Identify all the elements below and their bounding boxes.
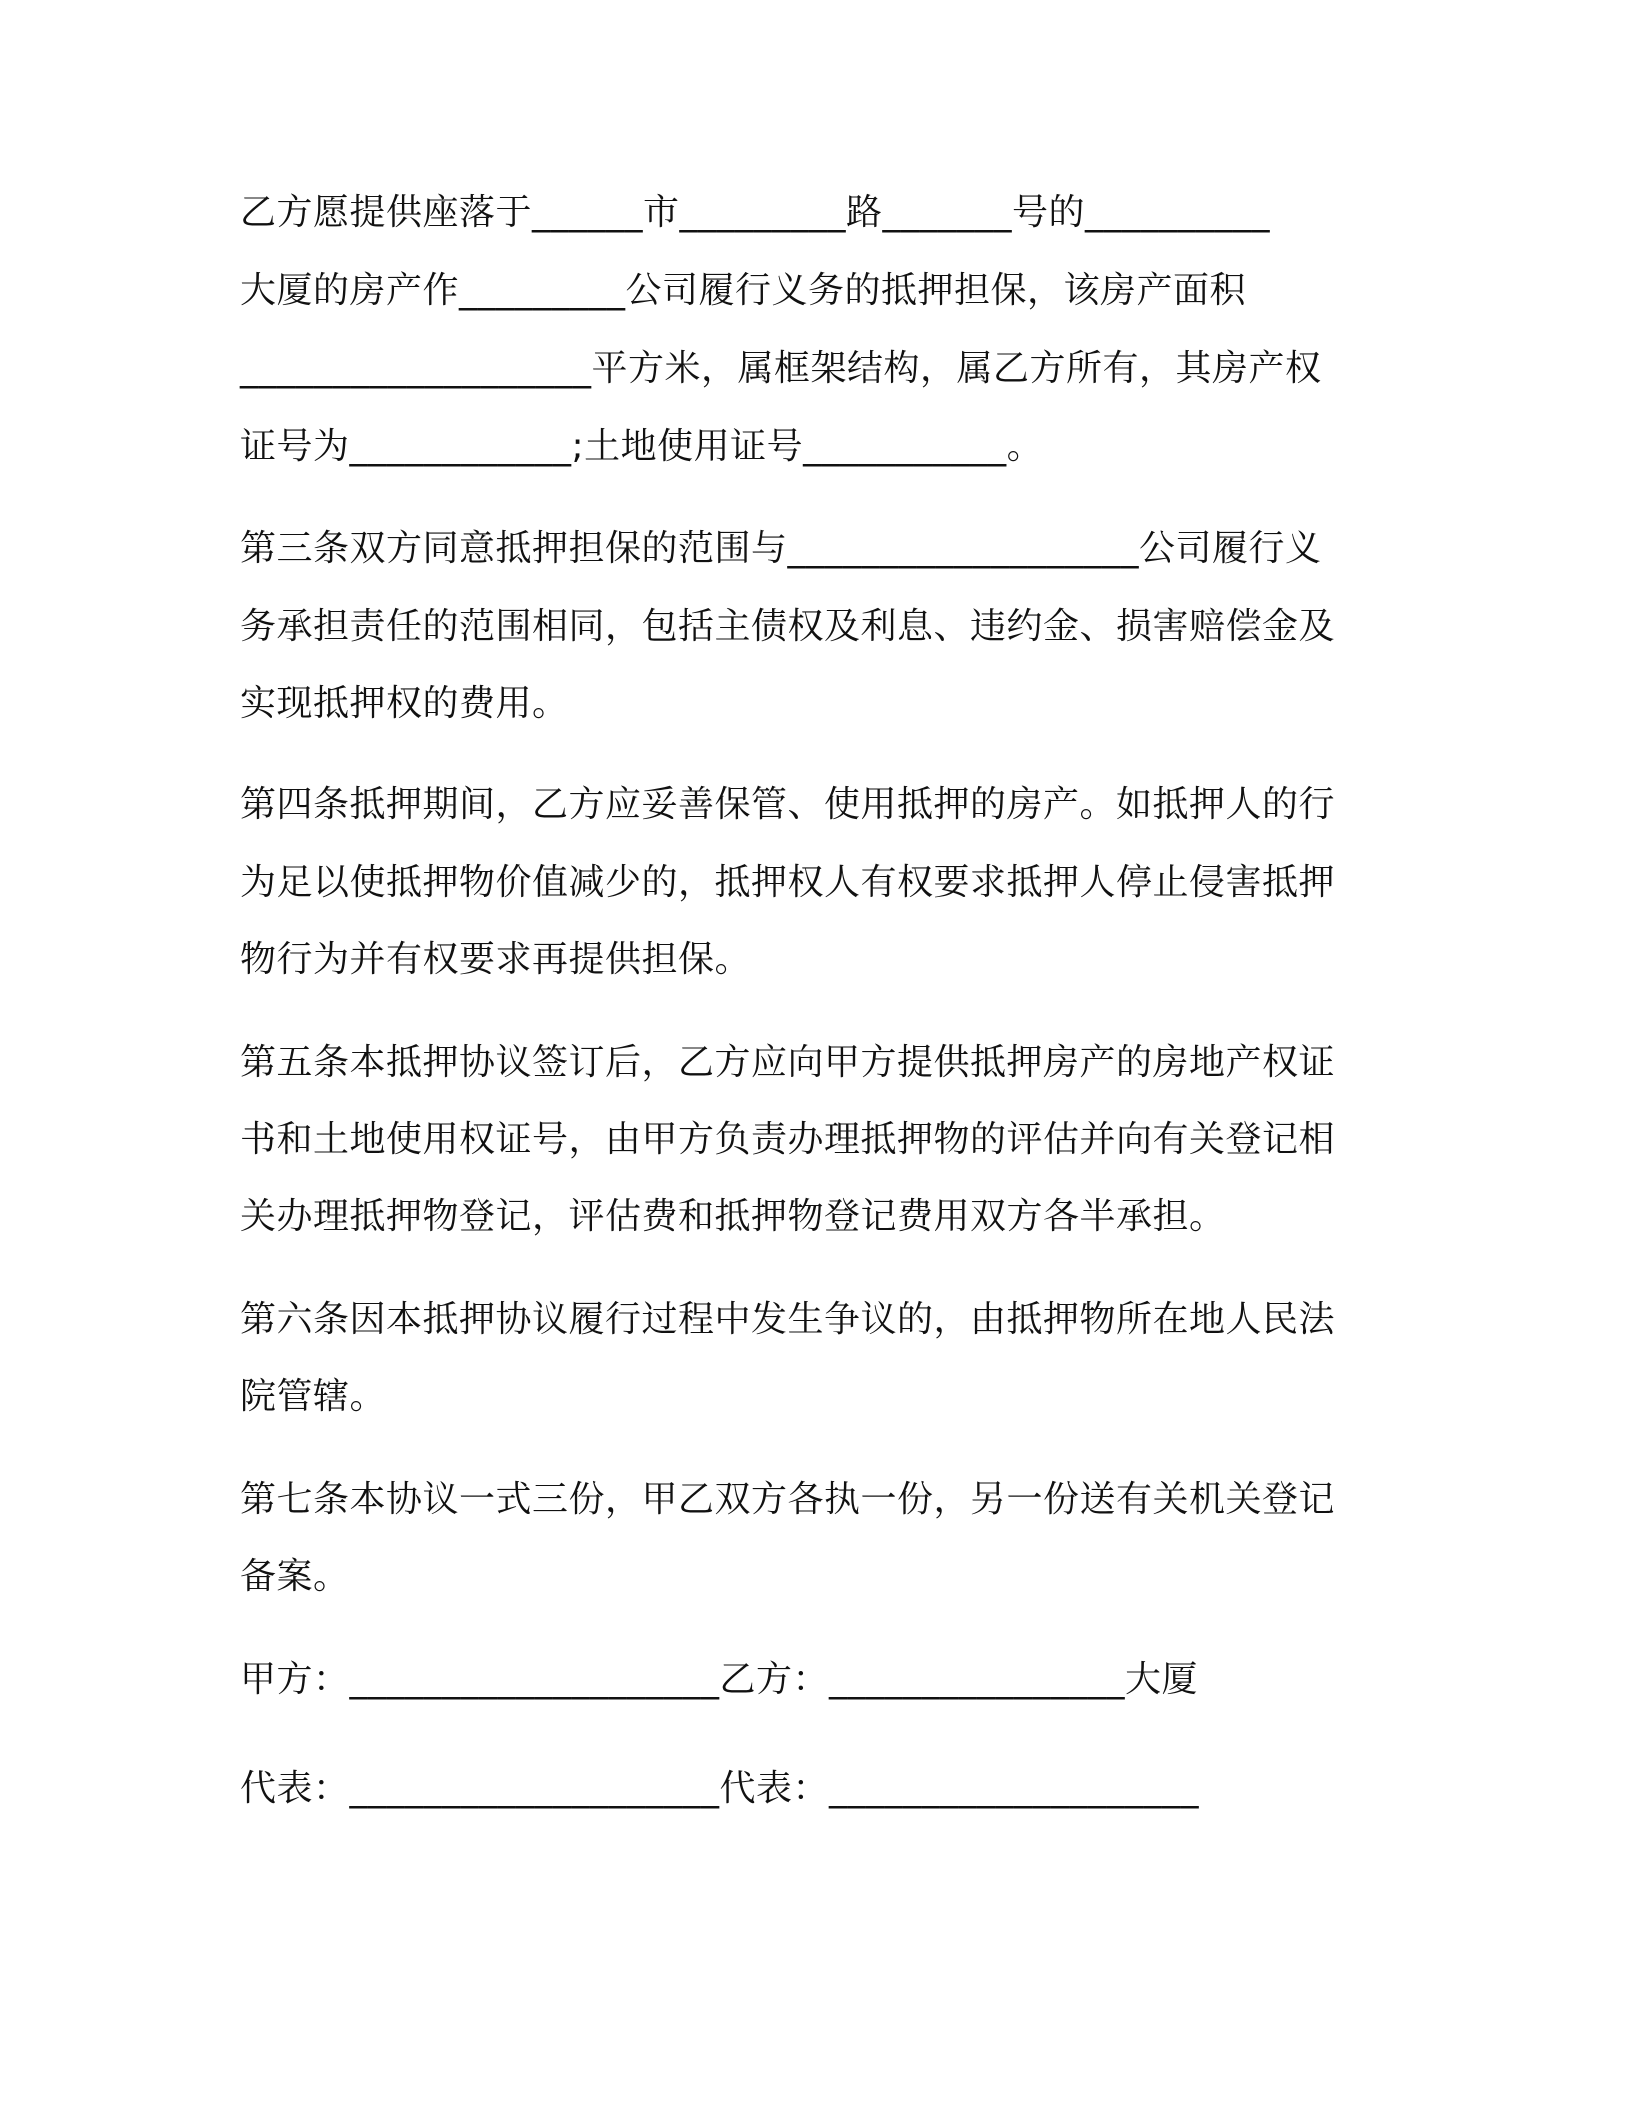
article-5-line-3: 关办理抵押物登记，评估费和抵押物登记费用双方各半承担。 (240, 1196, 1226, 1237)
paragraph-1-line-2: 大厦的房产作_________公司履行义务的抵押担保，该房产面积 (240, 270, 1247, 311)
article-7-line-1: 第七条本协议一式三份，甲乙双方各执一份，另一份送有关机关登记 (240, 1479, 1336, 1520)
paragraph-1-line-3: ___________________平方米，属框架结构，属乙方所有，其房产权 (240, 348, 1322, 389)
paragraph-1-line-4: 证号为____________;土地使用证号___________。 (240, 426, 1044, 467)
article-4-line-2: 为足以使抵押物价值减少的，抵押权人有权要求抵押人停止侵害抵押 (240, 862, 1336, 903)
article-5-line-2: 书和土地使用权证号，由甲方负责办理抵押物的评估并向有关登记相 (240, 1119, 1336, 1160)
signature-parties-line: 甲方：____________________乙方：________________大厦 (240, 1659, 1199, 1700)
article-4-line-1: 第四条抵押期间，乙方应妥善保管、使用抵押的房产。如抵押人的行 (240, 784, 1336, 825)
article-3-line-1: 第三条双方同意抵押担保的范围与___________________公司履行义 (240, 528, 1322, 569)
article-5-line-1: 第五条本抵押协议签订后，乙方应向甲方提供抵押房产的房地产权证 (240, 1042, 1336, 1083)
article-3-line-2: 务承担责任的范围相同，包括主债权及利息、违约金、损害赔偿金及 (240, 606, 1336, 647)
article-6-line-2: 院管辖。 (240, 1376, 387, 1417)
article-4-line-3: 物行为并有权要求再提供担保。 (240, 939, 752, 980)
article-6-line-1: 第六条因本抵押协议履行过程中发生争议的，由抵押物所在地人民法 (240, 1299, 1336, 1340)
paragraph-1-line-1: 乙方愿提供座落于______市_________路_______号的__________ (240, 192, 1271, 233)
article-3-line-3: 实现抵押权的费用。 (240, 683, 569, 724)
signature-representatives-line: 代表：____________________代表：____________________ (240, 1768, 1200, 1809)
article-7-line-2: 备案。 (240, 1556, 350, 1597)
